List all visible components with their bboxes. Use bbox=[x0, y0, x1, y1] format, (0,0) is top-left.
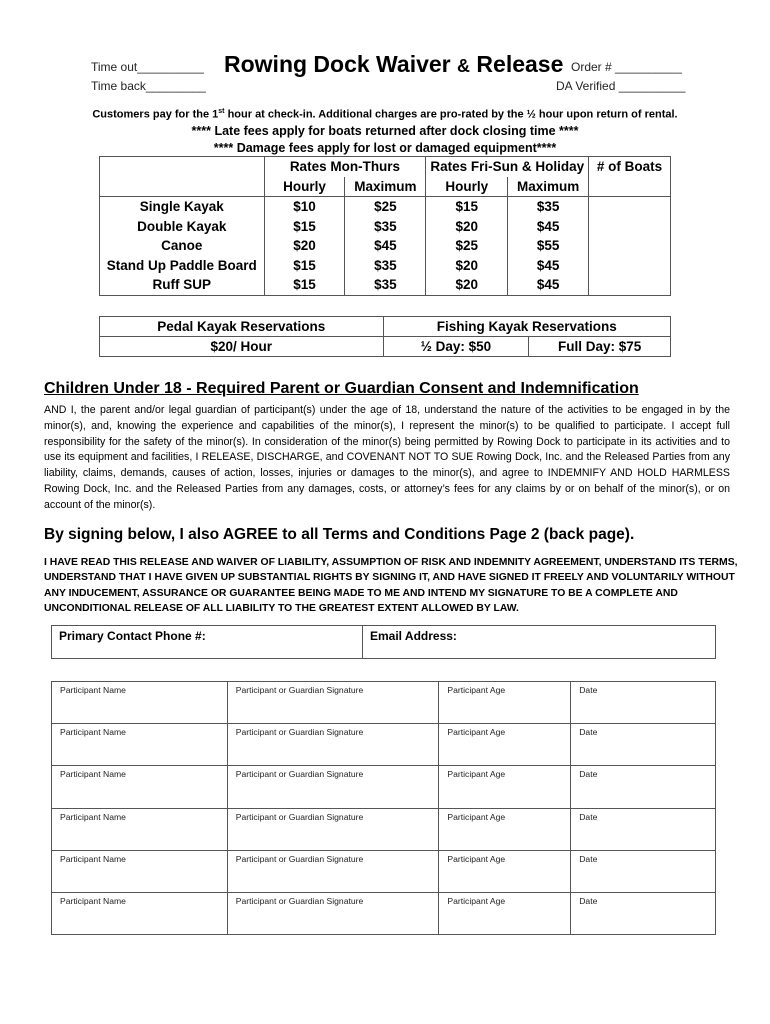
participant-row bbox=[52, 724, 716, 766]
signature-cell[interactable]: Participant or Guardian Signature bbox=[227, 724, 439, 766]
rates-blank-cell bbox=[100, 177, 265, 197]
boat-name: Single Kayak bbox=[100, 197, 265, 217]
rates-corner-cell bbox=[100, 157, 265, 177]
participants-table bbox=[51, 681, 716, 935]
boats-count-input[interactable] bbox=[589, 256, 671, 276]
rate-value: $45 bbox=[508, 275, 589, 295]
phone-field[interactable] bbox=[52, 626, 363, 658]
rate-value: $45 bbox=[345, 236, 426, 256]
rate-value: $20 bbox=[426, 217, 508, 237]
sub-header-maximum: Maximum bbox=[345, 177, 426, 197]
age-cell[interactable]: Participant Age bbox=[439, 766, 571, 808]
rate-row-sup bbox=[100, 256, 671, 276]
rates-fri-sun-header: Rates Fri-Sun & Holiday bbox=[426, 157, 589, 177]
boats-count-input[interactable] bbox=[589, 197, 671, 217]
late-fees-notice: **** Late fees apply for boats returned after dock closing time **** bbox=[191, 124, 579, 138]
rate-value: $25 bbox=[426, 236, 508, 256]
participant-name-cell[interactable]: Participant Name bbox=[52, 892, 228, 934]
time-back-field[interactable]: Time back_________ bbox=[91, 79, 206, 93]
boats-count-input[interactable] bbox=[589, 236, 671, 256]
sub-header-hourly: Hourly bbox=[426, 177, 508, 197]
date-cell[interactable]: Date bbox=[571, 682, 716, 724]
participant-name-cell[interactable]: Participant Name bbox=[52, 766, 228, 808]
boats-count-input[interactable] bbox=[589, 217, 671, 237]
rate-value: $20 bbox=[264, 236, 345, 256]
payment-notice-suffix: hour at check-in. Additional charges are pro-rated by the ½ hour upon return of rental. bbox=[224, 108, 678, 121]
participant-row bbox=[52, 850, 716, 892]
boats-count-header: # of Boats bbox=[589, 157, 671, 177]
agreement-statement: I HAVE READ THIS RELEASE AND WAIVER OF LIABILITY, ASSUMPTION OF RISK AND INDEMNITY AGREEMENT, UNDERSTAND ITS TERMS, UNDERSTAND THAT I HAVE GIVEN UP SUBSTANTIAL RIGHTS BY SIGNING IT, AND HAVE SIGNED IT FREELY AND VOLUNTARILY WITHOUT ANY INDUCEMENT, ASSURANCE OR GUARANTEE BEING MADE TO ME AND INTEND MY SIGNATURE TO BE A COMPLETE AND UNCONDITIONAL RELEASE OF ALL LIABILITY TO THE GREATEST EXTENT ALLOWED BY LAW. bbox=[44, 557, 738, 614]
rate-value: $35 bbox=[345, 256, 426, 276]
rate-row-canoe bbox=[100, 236, 671, 256]
boat-name: Ruff SUP bbox=[100, 275, 265, 295]
boat-name: Stand Up Paddle Board bbox=[100, 256, 265, 276]
participant-row bbox=[52, 808, 716, 850]
participant-row bbox=[52, 766, 716, 808]
sub-header-hourly: Hourly bbox=[264, 177, 345, 197]
participant-row bbox=[52, 682, 716, 724]
age-cell[interactable]: Participant Age bbox=[439, 724, 571, 766]
pedal-kayak-header: Pedal Kayak Reservations bbox=[100, 317, 384, 337]
date-cell[interactable]: Date bbox=[571, 850, 716, 892]
boats-count-input[interactable] bbox=[589, 275, 671, 295]
participant-name-cell[interactable]: Participant Name bbox=[52, 724, 228, 766]
title-part-1: Rowing Dock Waiver bbox=[224, 51, 451, 77]
rate-value: $10 bbox=[264, 197, 345, 217]
rate-value: $35 bbox=[345, 275, 426, 295]
rates-mon-thurs-header: Rates Mon-Thurs bbox=[264, 157, 426, 177]
order-number-field[interactable]: Order # __________ bbox=[571, 60, 682, 74]
fishing-kayak-header: Fishing Kayak Reservations bbox=[383, 317, 671, 337]
boat-name: Canoe bbox=[100, 236, 265, 256]
rate-value: $20 bbox=[426, 275, 508, 295]
date-cell[interactable]: Date bbox=[571, 766, 716, 808]
agreement-heading: By signing below, I also AGREE to all Terms and Conditions Page 2 (back page). bbox=[44, 526, 635, 543]
rate-value: $35 bbox=[508, 197, 589, 217]
rate-value: $45 bbox=[508, 256, 589, 276]
minors-body-text: AND I, the parent and/or legal guardian of participant(s) under the age of 18, understand the nature of the activities to be engaged in by the minor(s), and, knowing the experience and capabilities of the minor(s), I represent the minor(s) to be qualified to participate. I accept full responsibility for the safety of the minor(s). In consideration of the minor(s) being permitted by Rowing Dock to participate in its activities and to use its equipment and facilities, I RELEASE, DISCHARGE, and COVENANT NOT TO SUE Rowing Dock, Inc. and the Released Parties from any liability, claims, demands, causes of action, losses, injuries or damages to the minor(s), and agree to INDEMNIFY AND HOLD HARMLESS Rowing Dock, Inc. and the Released Parties from any damages, costs, or attorney’s fees for any claims by or on behalf of the minor(s), or on account of the minor(s). bbox=[44, 404, 730, 511]
rate-value: $15 bbox=[264, 256, 345, 276]
boats-blank-cell bbox=[589, 177, 671, 197]
date-cell[interactable]: Date bbox=[571, 724, 716, 766]
rate-row-ruff-sup bbox=[100, 275, 671, 295]
rate-value: $15 bbox=[264, 275, 345, 295]
damage-fees-notice: **** Damage fees apply for lost or damaged equipment**** bbox=[213, 141, 557, 155]
reservations-table bbox=[99, 316, 671, 357]
participant-name-cell[interactable]: Participant Name bbox=[52, 682, 228, 724]
rate-value: $45 bbox=[508, 217, 589, 237]
contact-box bbox=[51, 625, 716, 659]
participant-name-cell[interactable]: Participant Name bbox=[52, 808, 228, 850]
rate-row-single-kayak bbox=[100, 197, 671, 217]
rate-value: $25 bbox=[345, 197, 426, 217]
age-cell[interactable]: Participant Age bbox=[439, 892, 571, 934]
fishing-full-day-price: Full Day: $75 bbox=[529, 337, 671, 357]
phone-label: Primary Contact Phone #: bbox=[59, 629, 206, 643]
age-cell[interactable]: Participant Age bbox=[439, 850, 571, 892]
payment-notice bbox=[0, 108, 770, 121]
email-label: Email Address: bbox=[370, 629, 457, 643]
time-out-field[interactable]: Time out__________ bbox=[91, 60, 204, 74]
signature-cell[interactable]: Participant or Guardian Signature bbox=[227, 892, 439, 934]
age-cell[interactable]: Participant Age bbox=[439, 808, 571, 850]
da-verified-field[interactable]: DA Verified __________ bbox=[556, 79, 686, 93]
fishing-half-day-price: ½ Day: $50 bbox=[383, 337, 529, 357]
rate-value: $20 bbox=[426, 256, 508, 276]
date-cell[interactable]: Date bbox=[571, 808, 716, 850]
rate-value: $15 bbox=[264, 217, 345, 237]
sub-header-maximum: Maximum bbox=[508, 177, 589, 197]
title-ampersand: & bbox=[457, 56, 471, 76]
signature-cell[interactable]: Participant or Guardian Signature bbox=[227, 682, 439, 724]
title-part-2: Release bbox=[476, 51, 564, 77]
payment-notice-prefix: Customers pay for the 1 bbox=[92, 108, 219, 121]
rate-value: $55 bbox=[508, 236, 589, 256]
page-title bbox=[224, 51, 563, 78]
date-cell[interactable]: Date bbox=[571, 892, 716, 934]
age-cell[interactable]: Participant Age bbox=[439, 682, 571, 724]
signature-cell[interactable]: Participant or Guardian Signature bbox=[227, 850, 439, 892]
boat-name: Double Kayak bbox=[100, 217, 265, 237]
signature-cell[interactable]: Participant or Guardian Signature bbox=[227, 808, 439, 850]
participant-name-cell[interactable]: Participant Name bbox=[52, 850, 228, 892]
rate-value: $35 bbox=[345, 217, 426, 237]
rate-value: $15 bbox=[426, 197, 508, 217]
pedal-kayak-price: $20/ Hour bbox=[100, 337, 384, 357]
participant-row bbox=[52, 892, 716, 934]
payment-notice-sup: st bbox=[218, 108, 225, 115]
minors-heading: Children Under 18 - Required Parent or Guardian Consent and Indemnification bbox=[44, 380, 639, 397]
signature-cell[interactable]: Participant or Guardian Signature bbox=[227, 766, 439, 808]
email-field[interactable] bbox=[363, 626, 715, 658]
rate-row-double-kayak bbox=[100, 217, 671, 237]
rates-table bbox=[99, 156, 671, 296]
